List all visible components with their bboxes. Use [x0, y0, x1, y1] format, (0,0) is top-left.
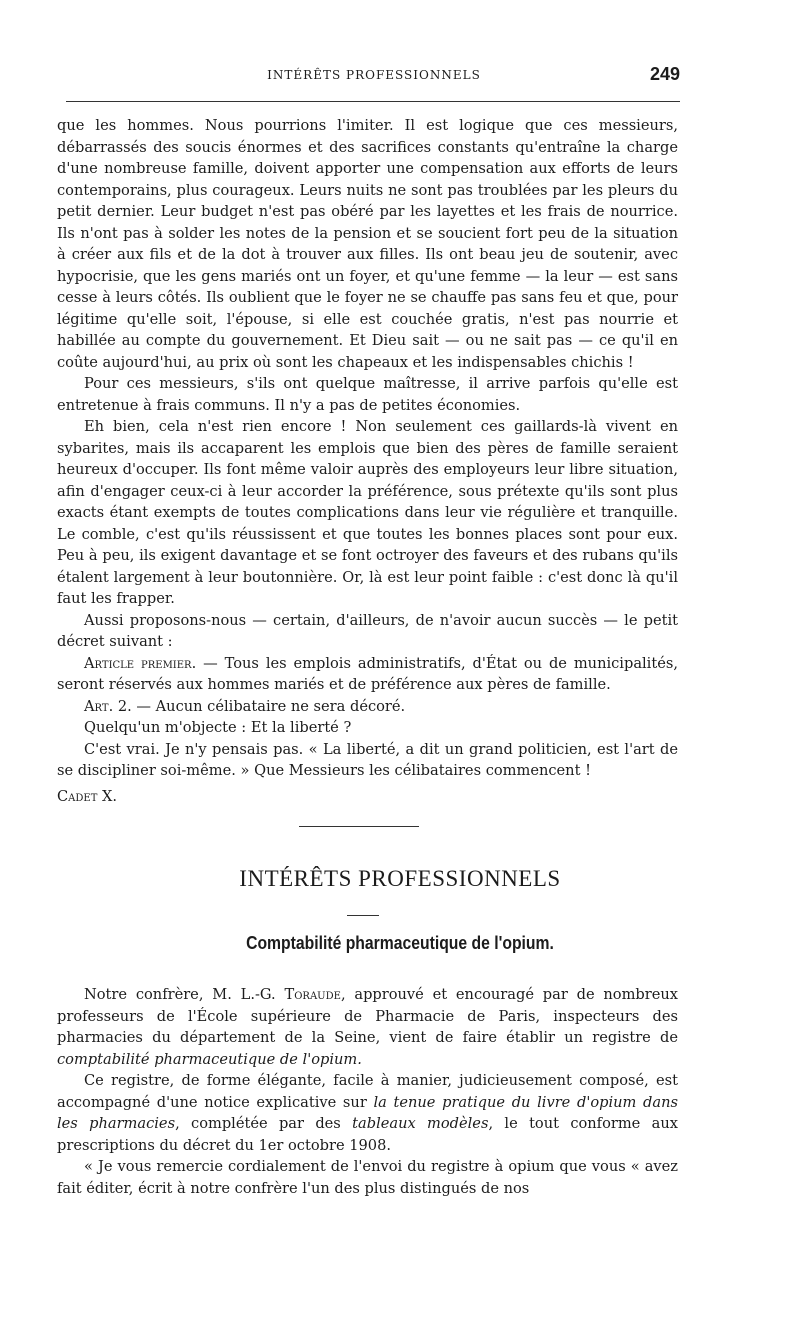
- header-rule: [66, 101, 680, 102]
- paragraph: « Je vous remercie cordialement de l'envoi du registre à opium que vous « avez fait éditer, écrit à notre confrère l'un des plus distingués de nos: [57, 1158, 678, 1197]
- text-run: , approuvé et encouragé par de nombreux professeurs de l'École supérieure de Pharmacie de Paris, inspecteurs des pharmacies du département de la Seine, vient de faire établir un registre de: [57, 986, 678, 1046]
- paragraph: Quelqu'un m'objecte : Et la liberté ?: [84, 719, 352, 736]
- paragraph: Pour ces messieurs, s'ils ont quelque maîtresse, il arrive parfois qu'elle est entretenue à frais communs. Il n'y a pas de petites économies.: [57, 375, 678, 414]
- page-number: 249: [649, 64, 680, 84]
- decree-article-2-text: — Aucun célibataire ne sera décoré.: [131, 697, 406, 715]
- paragraph: [57, 1070, 678, 1156]
- text-run: , complétée par des: [175, 1115, 353, 1132]
- text-run: Ce registre, de forme élégante, facile à manier, judicieusement composé, est accompagné d'une notice explicative sur: [57, 1072, 678, 1111]
- decree-article-1-label: Article premier.: [84, 654, 197, 672]
- title-rule: [347, 915, 379, 916]
- article-body: [57, 115, 678, 807]
- running-head: [66, 64, 682, 90]
- article2-body: [57, 984, 678, 1199]
- text-run: , le tout conforme aux prescriptions du décret du 1er octobre 1908.: [57, 1115, 678, 1154]
- italic-title: tableaux modèles: [352, 1115, 489, 1132]
- section-title: INTÉRÊTS PROFESSIONNELS: [239, 866, 561, 891]
- signature: Cadet X.: [57, 787, 118, 805]
- decree-article-1-text: — Tous les emplois administratifs, d'État ou de municipalités, seront réservés aux hommes mariés et de préférence aux pères de famille.: [57, 654, 678, 693]
- author-name: Toraude: [284, 986, 341, 1003]
- decree-article-2-label: Art. 2.: [84, 697, 132, 715]
- decree-article-2: [57, 696, 678, 718]
- running-title: INTÉRÊTS PROFESSIONNELS: [267, 68, 481, 82]
- section-subtitle: Comptabilité pharmaceutique de l'opium.: [246, 932, 554, 953]
- text-run: Notre confrère, M. L.-G.: [84, 986, 285, 1003]
- paragraph: Aussi proposons-nous — certain, d'ailleurs, de n'avoir aucun succès — le petit décret suivant :: [57, 611, 678, 650]
- separator-rule: [299, 826, 419, 827]
- decree-article-1: [57, 653, 678, 696]
- paragraph: [57, 984, 678, 1070]
- paragraph: que les hommes. Nous pourrions l'imiter. Il est logique que ces messieurs, débarrassés des soucis énormes et des sacrifices constants qu'entraîne la charge d'une nombreuse famille, doivent apporter une compensation aux efforts de leurs contemporains, plus courageux. Leurs nuits ne sont pas troublées par les pleurs du petit dernier. Leur budget n'est pas obéré par les layettes et les frais de nourrice. Ils n'ont pas à solder les notes de la pension et se soucient fort peu de la situation à créer aux fils et de la dot à trouver aux filles. Ils ont beau jeu de soutenir, avec hypocrisie, que les gens mariés ont un foyer, et qu'une femme — la leur — est sans cesse à leurs côtés. Ils oublient que le foyer ne se chauffe pas sans feu et que, pour légitime qu'elle soit, l'épouse, si elle est couchée gratis, n'est pas nourrie et habillée au compte du gouvernement. Et Dieu sait — ou ne sait pas — ce qu'il en coûte aujourd'hui, au prix où sont les chapeaux et les indispensables chichis !: [57, 117, 678, 371]
- italic-title: la tenue pratique du livre d'opium dans les pharmacies: [57, 1093, 678, 1132]
- paragraph: C'est vrai. Je n'y pensais pas. « La liberté, a dit un grand politicien, est l'art de se discipliner soi-même. » Que Messieurs les célibataires commencent !: [57, 740, 678, 779]
- paragraph: Eh bien, cela n'est rien encore ! Non seulement ces gaillards-là vivent en sybarites, mais ils accaparent les emplois que bien des pères de famille seraient heureux d'occuper. Ils font même valoir auprès des employeurs leur libre situation, afin d'engager ceux-ci à leur accorder la préférence, sous prétexte qu'ils sont plus exacts étant exempts de toutes complications dans leur vie régulière et tranquille. Le comble, c'est qu'ils réussissent et que toutes les bonnes places sont pour eux. Peu à peu, ils exigent davantage et se font octroyer des faveurs et des rubans qu'ils étalent largement à leur boutonnière. Or, là est leur point faible : c'est donc là qu'il faut les frapper.: [57, 418, 678, 607]
- italic-title: comptabilité pharmaceutique de l'opium.: [57, 1050, 362, 1068]
